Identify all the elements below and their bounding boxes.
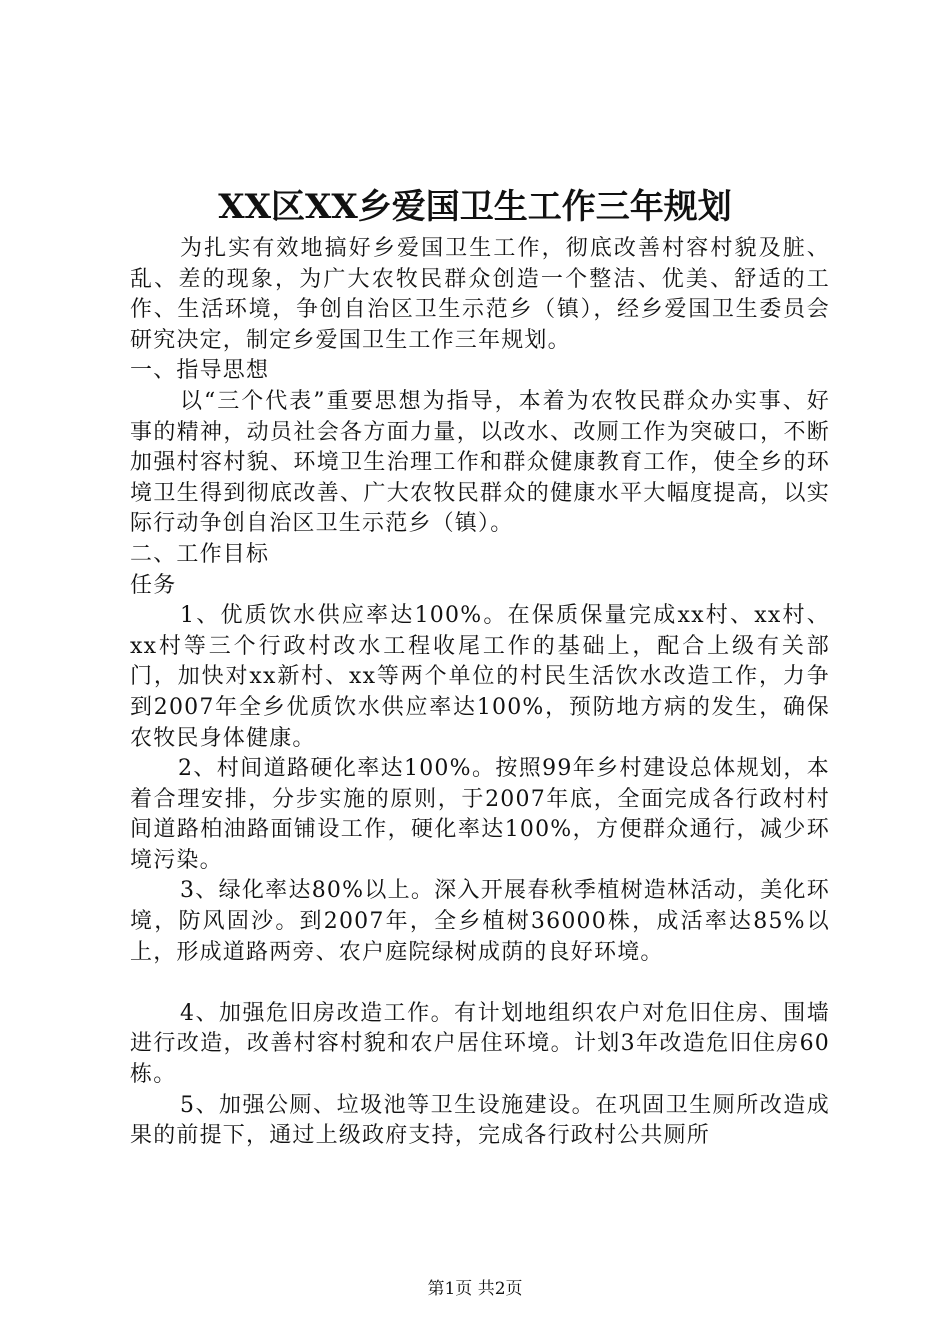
section-heading-tasks: 任务 — [130, 572, 177, 598]
task-item-2: 2、村间道路硬化率达100%。按照99年乡村建设总体规划，本着合理安排，分步实施的原则，于2007年底，全面完成各行政村村间道路柏油路面铺设工作，硬化率达100%，方便群众通行，减少环境污染。 — [130, 756, 830, 873]
document-body — [130, 234, 830, 1152]
paragraph-spacer — [130, 968, 830, 999]
task-item-1: 1、优质饮水供应率达100%。在保质保量完成xx村、xx村、xx村等三个行政村改水工程收尾工作的基础上，配合上级有关部门，加快对xx新村、xx等两个单位的村民生活饮水改造工作，力争到2007年全乡优质饮水供应率达100%，预防地方病的发生，确保农牧民身体健康。 — [130, 603, 830, 751]
task-item-3: 3、绿化率达80%以上。深入开展春秋季植树造林活动，美化环境，防风固沙。到2007年，全乡植树36000株，成活率达85%以上，形成道路两旁、农户庭院绿树成荫的良好环境。 — [130, 878, 830, 965]
intro-paragraph: 为扎实有效地搞好乡爱国卫生工作，彻底改善村容村貌及脏、乱、差的现象，为广大农牧民群众创造一个整洁、优美、舒适的工作、生活环境，争创自治区卫生示范乡（镇），经乡爱国卫生委员会研究决定，制定乡爱国卫生工作三年规划。 — [130, 236, 830, 353]
task-item-5: 5、加强公厕、垃圾池等卫生设施建设。在巩固卫生厕所改造成果的前提下，通过上级政府支持，完成各行政村公共厕所 — [130, 1092, 830, 1149]
section-heading-work-goals: 二、工作目标 — [130, 541, 270, 567]
document-title: XX区XX乡爱国卫生工作三年规划 — [218, 187, 732, 227]
page-number-footer: 第1页 共2页 — [427, 1279, 523, 1299]
task-item-4: 4、加强危旧房改造工作。有计划地组织农户对危旧住房、围墙进行改造，改善村容村貌和农户居住环境。计划3年改造危旧住房60栋。 — [130, 1000, 830, 1088]
guiding-thought-paragraph: 以“三个代表”重要思想为指导，本着为农牧民群众办实事、好事的精神，动员社会各方面力量，以改水、改厕工作为突破口，不断加强村容村貌、环境卫生治理工作和群众健康教育工作，使全乡的环境卫生得到彻底改善、广大农牧民群众的健康水平大幅度提高，以实际行动争创自治区卫生示范乡（镇）。 — [130, 388, 830, 537]
section-heading-guiding-thought: 一、指导思想 — [130, 358, 270, 384]
